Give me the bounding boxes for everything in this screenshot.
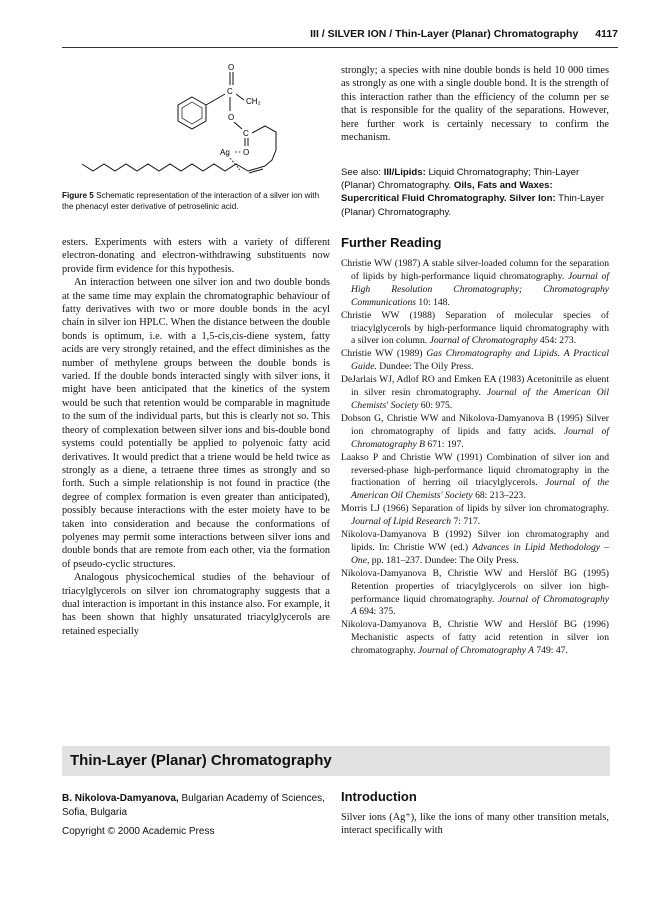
reference-text: Morris LJ (1966) Separation of lipids by silver ion chromatography. [341,503,609,515]
hydrocarbon-tail [82,164,248,171]
reference-details: Dundee: The Oily Press. [376,361,474,373]
reference-text: Christie WW (1988) Separation of molecular species of triacylglycerols by high-performance liquid chromatography with a silver ion column. [341,309,609,347]
paragraph: An interaction between one silver ion and two double bonds at the same time may explain the chromatographic behaviour of fatty derivatives with two or more double bonds in the acyl chain in silver ion HPLC. When the distance between the double bonds is optimum, i.e. with a 1,5-cis,cis-diene system, fatty acids are very strongly retained, and the effect diminishes as the number of methylene groups between the double bonds is varied. If the double bonds interacted singly with silver ions, it might have been anticipated that the kinetics of the system would be such that retention would be comparable in magnitude to the sum of the individual parts, but this is clearly not so. This theory of complexation between silver ions and bis-double bond systems could potentially be applied to polyenoic fatty acid derivatives. It would predict that a triene would be held twice as strongly as a diene, a tetraene three times as strongly and so forth. Such a simple relationship is not found in practice (the degree of complex formation is even greater than anticipated), possibly because interactions with the ester moiety have to be taken into consideration and because the conformations of polyenes may permit some interactions between silver ions and double bonds that are remote from each other, via the formation of pseudo-cyclic structures. [62,277,330,570]
reference-details: 68: 213–223. [472,490,526,502]
header-rule [62,47,618,48]
see-also-lead: See also: [341,167,382,178]
reference-details: 454: 273. [537,335,577,347]
right-column-body [341,64,609,144]
section-banner [62,746,610,776]
reference-text: Nikolova-Damyanova B (1992) Silver ion chromatography and lipids. In: Christie WW (ed.) [341,529,609,553]
reference-details: 671: 197. [425,438,464,450]
reference-text: Dobson G, Christie WW and Nikolova-Damyanova B (1995) Silver ion chromatography of lipids and fatty acids. [341,412,609,437]
reference-source: Journal of Chromatography B [351,425,609,450]
see-also-link[interactable]: Supercritical Fluid Chromatography. [341,193,507,205]
reference-source: Journal of the American Oil Chemists' Society [351,477,609,502]
reference-details: pp. 181–237. Dundee: The Oily Press. [369,554,519,566]
reference-text: Christie WW (1989) [341,348,427,360]
reference-entry [341,258,609,310]
reference-source: Advances in Lipid Methodology – One, [351,541,609,566]
atom-label-ch2: CH₂ [246,97,261,106]
reference-text: Laakso P and Christie WW (1991) Combination of silver ion and reversed-phase high-performance liquid chromatography in the fractionation of herring oil triacylglycerols. [341,451,609,489]
introduction-text: Silver ions (Ag⁺), like the ions of many other transition metals, interact specifically with [341,812,609,837]
reference-entry [341,348,609,374]
introduction-heading: Introduction [341,789,417,804]
atom-label-o1: O [228,63,235,72]
running-header [310,28,618,40]
reference-source: Gas Chromatography and Lipids. A Practical Guide. [351,348,609,373]
reference-details: 694: 375. [356,606,396,618]
see-also [341,166,609,219]
chemical-structure-diagram [62,60,330,185]
coordination-bond [230,158,240,170]
reference-source: Journal of Chromatography [429,335,538,347]
see-also-link[interactable]: Thin-Layer (Planar) Chromatography. [341,193,605,218]
atom-label-o2: O [228,113,235,122]
reference-entry [341,452,609,504]
reference-details: 7: 717. [451,516,481,528]
reference-text: DeJarlais WJ, Adlof RO and Emken EA (1983) Acetonitrile as eluent in silver resin chromatography. [341,374,609,399]
reference-entry [341,503,609,529]
reference-entry [341,619,609,658]
reference-entry [341,374,609,413]
see-also-link[interactable]: Silver Ion: [509,193,556,205]
paragraph: esters. Experiments with esters with a variety of different electron-donating and electron-withdrawing substituents now provide firm evidence for this hypothesis. [62,237,330,275]
reference-source: Journal of Chromatography A [418,645,534,657]
reference-text: Christie WW (1987) A stable silver-loaded column for the separation of lipids by high-performance liquid chromatography. [341,258,609,282]
further-reading-list [341,258,609,658]
figure-caption [62,190,332,212]
author-affiliation: Bulgarian Academy of Sciences, Sofia, Bulgaria [62,793,325,818]
reference-source: Journal of the American Oil Chemists' Society [351,387,609,411]
benzene-inner-ring [182,102,202,124]
paragraph: Analogous physicochemical studies of the behaviour of triacylglycerols on silver ion chromatography suggests that a dual interaction is important in this instance also. For example, it has been shown that highly unsaturated triacylglycerols are retained especially [62,572,330,637]
page-header [0,0,668,54]
atom-label-o4: O [243,148,250,157]
reference-source: Journal of High Resolution Chromatography; Chromatography Communications [351,270,609,308]
reference-entry [341,529,609,568]
left-column-body [62,236,330,638]
reference-entry [341,310,609,349]
section-title: Thin-Layer (Planar) Chromatography [70,752,332,769]
figure-caption-text: Schematic representation of the interaction of a silver ion with the phenacyl ester derivative of petroselinic acid. [62,191,320,211]
see-also-link[interactable]: Liquid Chromatography; Thin-Layer (Planar) Chromatography. [341,167,580,192]
paragraph: strongly; a species with nine double bonds is held 10 000 times as strongly as one with a single double bond. It is the strength of this interaction rather than the efficiency of the column per se that is responsible for the quality of the separations. However, here further work is certainly necessary to confirm the mechanism. [341,65,609,144]
copyright: Copyright © 2000 Academic Press [62,826,215,837]
reference-text: Nikolova-Damyanova B, Christie WW and Herslöf BG (1996) Mechanistic aspects of fatty acid retention in silver ion chromatography. [341,619,609,657]
double-bond [248,166,265,171]
reference-details: 10: 148. [416,296,450,308]
reference-source: Journal of Chromatography A [351,593,609,618]
atom-label-ag: Ag [220,148,230,157]
bond [236,94,244,100]
running-header-title: III / SILVER ION / Thin-Layer (Planar) Chromatography [310,28,579,40]
bond [206,94,225,105]
page-number: 4117 [595,28,618,40]
reference-details: 60: 975. [418,399,453,411]
figure-caption-label: Figure 5 [62,191,94,200]
reference-details: 749: 47. [533,645,568,657]
reference-entry [341,568,609,620]
see-also-link[interactable]: III/Lipids: [383,167,426,178]
bond [234,122,242,129]
reference-entry [341,413,609,452]
reference-source: Journal of Lipid Research [351,516,452,528]
further-reading-heading: Further Reading [341,235,442,250]
atom-label-c1: C [227,87,233,96]
acyl-chain [252,126,276,166]
author-block [62,792,332,819]
see-also-link[interactable]: Oils, Fats and Waxes: [453,180,553,192]
reference-text: Nikolova-Damyanova B, Christie WW and Herslöf BG (1995) Retention properties of triacylglycerols on silver ion high-performance liquid chromatography. [341,567,609,605]
author-name: B. Nikolova-Damyanova, [62,793,179,804]
atom-label-c2: C [243,129,249,138]
